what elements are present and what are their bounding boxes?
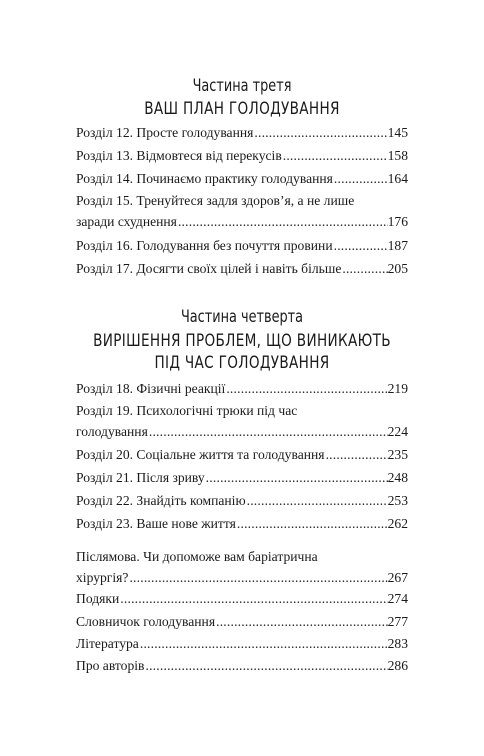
dot-leader [215,611,388,632]
dot-leader [236,513,388,534]
toc-entry[interactable] [76,258,408,279]
dot-leader [148,421,388,442]
toc-entry-first-line: Розділ 19. Психологічні трюки під час [76,403,298,418]
dot-leader [333,168,388,189]
toc-page-number: 205 [387,261,408,276]
toc-entry[interactable] [76,588,408,609]
toc-page-number: 248 [387,470,408,485]
toc-entry[interactable] [76,378,408,399]
toc-entry[interactable] [76,122,408,143]
toc-entry-title: Подяки [76,591,120,606]
toc-entry[interactable] [76,490,408,511]
toc-entry[interactable] [76,546,408,588]
toc-entry-first-line: Післямова. Чи допоможе вам баріатрична [76,549,318,564]
toc-entry[interactable] [76,513,408,534]
toc-entry-title: Розділ 12. Просте голодування [76,125,254,140]
toc-entry-title: Розділ 21. Після зриву [76,470,205,485]
part-title-line: ПІД ЧАС ГОЛОДУВАННЯ [154,353,330,373]
toc-page-number: 187 [387,238,408,253]
toc-page-number: 164 [387,171,408,186]
toc-entry[interactable] [76,145,408,166]
toc-entry-title: Розділ 23. Ваше нове життя [76,516,236,531]
toc-entry-title: Розділ 20. Соціальне життя та голодування [76,447,325,462]
toc-entry[interactable] [76,633,408,654]
toc-page-number: 235 [387,447,408,462]
toc-entry-title: Розділ 17. Досягти своїх цілей і навіть більше [76,261,342,276]
toc-entry[interactable] [76,400,408,442]
toc-entry-title: Розділ 13. Відмовтеся від перекусів [76,148,282,163]
toc-entry-title: Розділ 14. Починаємо практику голодування [76,171,333,186]
toc-page-number: 158 [387,148,408,163]
toc-page-number: 262 [387,516,408,531]
dot-leader [144,655,387,676]
dot-leader [253,122,387,143]
toc-page-number: 274 [387,591,408,606]
toc-entry-title: голодування [76,424,148,439]
dot-leader [205,467,388,488]
dot-leader [246,490,388,511]
dot-leader [119,588,387,609]
toc-entry-title: Словничок голодування [76,614,216,629]
toc-entry-title: хірургія? [76,570,129,585]
part-title: ВАШ ПЛАН ГОЛОДУВАННЯ [144,99,340,119]
toc-entry[interactable] [76,655,408,676]
dot-leader [325,444,388,465]
dot-leader [282,145,388,166]
toc-page-number: 253 [387,493,408,508]
part-title-line: ВИРІШЕННЯ ПРОБЛЕМ, ЩО ВИНИКАЮТЬ [93,331,391,351]
toc-entry-title: заради схуднення [76,214,177,229]
toc-entry[interactable] [76,235,408,256]
dot-leader [225,378,387,399]
toc-page-number: 277 [387,614,408,629]
dot-leader [177,211,388,232]
dot-leader [333,235,388,256]
toc-page-number: 224 [387,424,408,439]
toc-entry[interactable] [76,190,408,232]
dot-leader [128,567,387,588]
toc-entry[interactable] [76,467,408,488]
toc-entry[interactable] [76,444,408,465]
toc-page-number: 286 [387,658,408,673]
dot-leader [139,633,388,654]
toc-entry[interactable] [76,168,408,189]
toc-entry-title: Про авторів [76,658,145,673]
toc-entry-first-line: Розділ 15. Тренуйтеся задля здоров’я, а не лише [76,193,355,208]
toc-page-number: 145 [387,125,408,140]
toc-page-number: 283 [387,636,408,651]
part-label: Частина четверта [180,307,304,326]
toc-entry[interactable] [76,611,408,632]
toc-page-number: 267 [387,570,408,585]
toc-entry-title: Розділ 18. Фізичні реакції [76,381,226,396]
toc-entry-title: Література [76,636,139,651]
toc-page-number: 176 [387,214,408,229]
part-label: Частина третя [192,76,292,95]
dot-leader [341,258,387,279]
toc-page-number: 219 [387,381,408,396]
toc-entry-title: Розділ 16. Голодування без почуття провини [76,238,333,253]
toc-entry-title: Розділ 22. Знайдіть компанію [76,493,246,508]
